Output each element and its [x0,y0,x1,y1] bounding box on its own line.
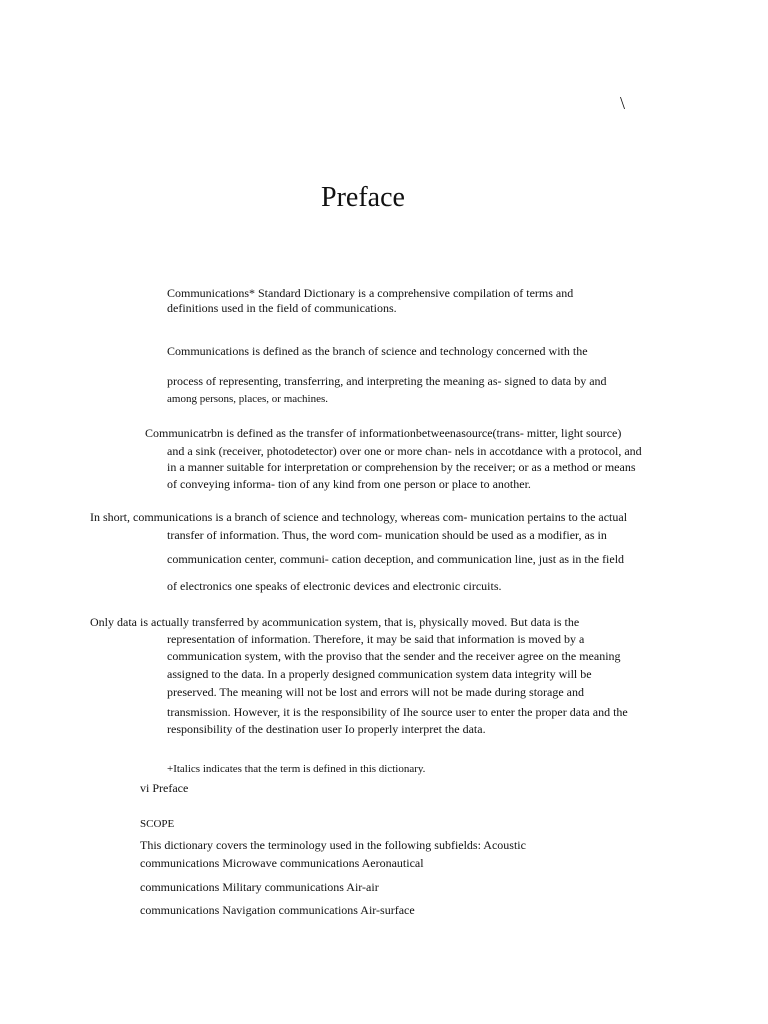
data-paragraph-line-3: communication system, with the proviso that the sender and the receiver agree on the meaning [167,649,621,663]
scope-line-1: This dictionary covers the terminology used in the following subfields: Acoustic [140,838,526,852]
scope-heading: SCOPE [140,818,175,830]
scope-line-4: communications Navigation communications Air-surface [140,903,415,917]
short-paragraph-line-4: of electronics one speaks of electronic devices and electronic circuits. [167,579,502,593]
scope-line-2: communications Microwave communications Aeronautical [140,856,424,870]
definition-2-line-3: in a manner suitable for interpretation or comprehension by the receiver; or as a method or means [167,460,636,474]
data-paragraph-line-5: preserved. The meaning will not be lost and errors will not be made during storage and [167,685,584,699]
definition-2-line-2: and a sink (receiver, photodetector) over one or more chan- nels in accotdance with a protocol, and [167,444,642,458]
data-paragraph-line-4: assigned to the data. In a properly designed communication system data integrity will be [167,667,592,681]
data-paragraph-line-1: Only data is actually transferred by acommunication system, that is, physically moved. But data is the [90,615,580,629]
scope-line-3: communications Military communications Air-air [140,880,379,894]
data-paragraph-line-7: responsibility of the destination user Io properly interpret the data. [167,722,486,736]
definition-1-line-1: Communications is defined as the branch of science and technology concerned with the [167,344,588,358]
short-paragraph-line-2: transfer of information. Thus, the word com- munication should be used as a modifier, as in [167,528,607,542]
data-paragraph-line-2: representation of information. Therefore, it may be said that information is moved by a [167,632,585,646]
italics-footnote: +Italics indicates that the term is defined in this dictionary. [167,763,426,775]
definition-1-line-3: among persons, places, or machines. [167,393,328,405]
definition-2-line-1: Communicatrbn is defined as the transfer of informationbetweenasource(trans- mitter, light source) [145,426,622,440]
corner-mark: \ [620,93,626,113]
short-paragraph-line-1: In short, communications is a branch of science and technology, whereas com- munication pertains to the actual [90,510,628,524]
short-paragraph-line-3: communication center, communi- cation deception, and communication line, just as in the field [167,552,625,566]
definition-1-line-2: process of representing, transferring, and interpreting the meaning as- signed to data by and [167,374,607,388]
running-header: vi Preface [140,781,189,795]
intro-line-2: definitions used in the field of communications. [167,301,397,315]
definition-2-line-4: of conveying informa- tion of any kind from one person or place to another. [167,477,531,491]
intro-line-1: Communications* Standard Dictionary is a comprehensive compilation of terms and [167,286,574,300]
page-title: Preface [321,182,405,213]
data-paragraph-line-6: transmission. However, it is the responsibility of Ihe source user to enter the proper data and the [167,705,628,719]
